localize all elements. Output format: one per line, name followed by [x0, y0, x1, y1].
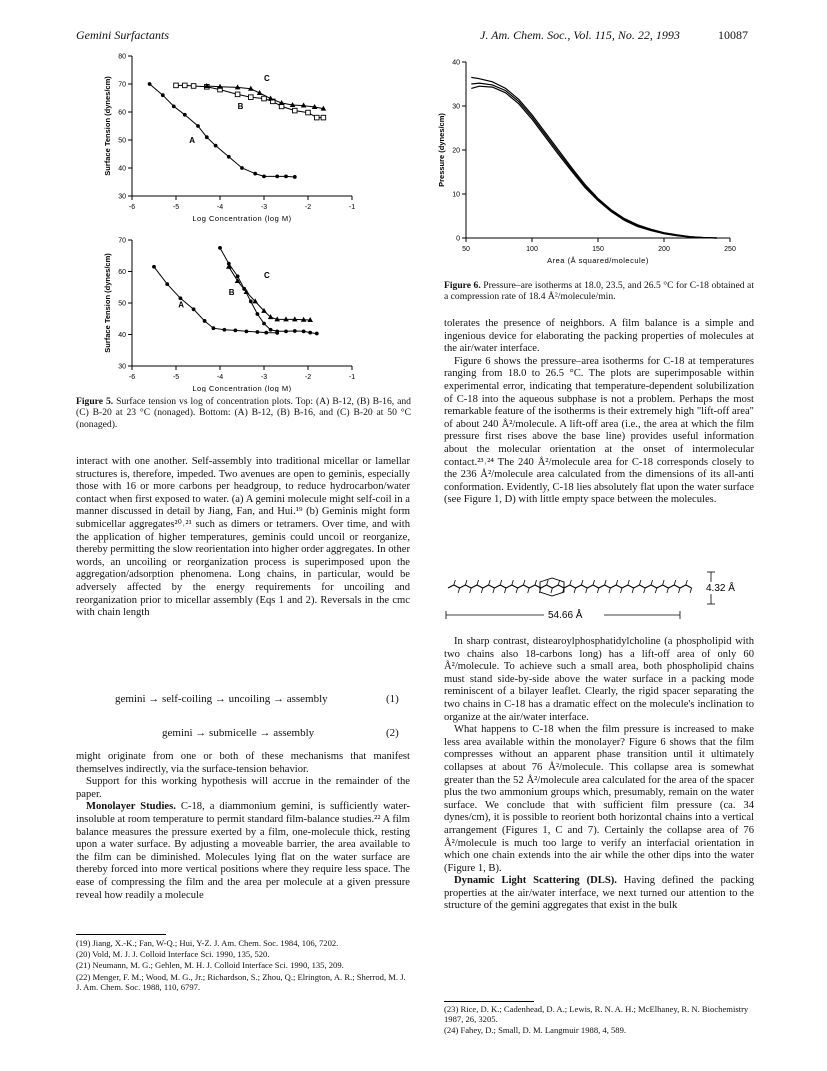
data-point: [262, 96, 267, 101]
molecule-bond: [686, 580, 688, 585]
left-column-body-2: [76, 751, 410, 902]
data-point: [161, 93, 165, 97]
paragraph: interact with one another. Self-assembly into traditional micellar or lamellar structures is, therefore, impeded. Two avenues are open to geminis, especially those with 16 or more carbons per headgroup, to reduce hydrocarbon/water contact when first exposed to water. (a) A gemini molecule might self-coil in a manner discussed in detail by Jiang, Fan, and Hui.¹⁹ (b) Geminis might form submicellar aggregates²⁰˒²¹ such as dimers or tetramers. Over time, and with the application of higher temperatures, geminis could uncoil or reorganize, thereby permitting the slow reorientation into higher order aggregates. In other words, an uncoiling or reorganization process is superimposed upon the aggregation/adsorption phenomena. Long chains, in particular, would be adversely affected by the energy requirements for uncoiling and reorganization prior to micellar assembly (Eqs 1 and 2). Reversals in the cmc with chain length: [76, 456, 410, 619]
y-axis-label: Surface Tension (dynes/cm): [103, 253, 112, 353]
x-tick-label: -4: [216, 374, 224, 381]
series-annotation: B: [237, 102, 244, 112]
data-point: [321, 115, 326, 120]
molecule-bond: [581, 580, 583, 585]
figure-5-caption-text: Surface tension vs log of concentration plots. Top: (A) B-12, (B) B-16, and (C) B-20 at 23 °C (nonaged). Bottom: (A) B-12, (B) B-16, and (C) B-20 at 50 °C (nonaged).: [76, 396, 411, 430]
series-line-A: [150, 84, 295, 177]
data-point: [306, 110, 311, 115]
paragraph: What happens to C-18 when the film pressure is increased to make less area available within the monolayer? Figure 6 shows that the film compresses without an apparent phase transition until it ultimately collapses at about 76 Å²/molecule. This collapse area is somewhat greater than the 52 Å²/molecule area calculated for the area of the spacer plus the two ammonium groups which, presumably, remain on the water surface. We conclude that with sufficient film pressure (ca. 34 dynes/cm), it is possible to reorient both horizontal chains into a vertical arrangement (Figures 1, C and 7). Certainly the collapse area of 76 Å²/molecule is much too large to verify an interfacial orientation in which one chain extends into the air while the other dips into the water (Figure 1, B).: [444, 724, 754, 874]
data-point: [234, 329, 238, 333]
y-tick-label: 70: [118, 81, 126, 89]
y-tick-label: 40: [452, 59, 460, 67]
x-tick-label: 100: [526, 246, 538, 253]
molecule-bond: [609, 588, 611, 593]
data-point: [174, 83, 179, 88]
data-point: [212, 326, 216, 330]
paragraph: might originate from one or both of these mechanisms that manifest themselves indirectly, via the surface-tension behavior.: [76, 751, 410, 775]
figure-5-caption: [76, 396, 411, 430]
data-point: [192, 307, 196, 311]
data-point: [275, 329, 279, 333]
page-number: 10087: [718, 28, 748, 42]
data-point: [293, 175, 297, 179]
paragraph-monolayer: Monolayer Studies. C-18, a diammonium gemini, is sufficiently water-insoluble at room temperature to permit standard film-balance studies.²² A film balance measures the pressure exerted by a film, one-molecule thick, resting upon a water surface. By adjusting a moveable barrier, the area available to the film can be diminished. Molecules lying flat on the water surface are thereby forced into more vertical positions where they require less space. The ease of compressing the film and the area per molecule at a given pressure reveal how readily a molecule: [76, 801, 410, 901]
y-tick-label: 40: [118, 165, 126, 173]
figure-5-bottom-chart: [86, 232, 366, 392]
molecule-bond: [512, 580, 514, 585]
figure-5-caption-label: Figure 5.: [76, 396, 114, 407]
figure-6-caption-label: Figure 6.: [444, 280, 481, 291]
paragraph: tolerates the presence of neighbors. A film balance is a simple and ingenious device for elaborating the packing properties of molecules at the air/water interface.: [444, 318, 754, 355]
series-annotation: C: [264, 270, 270, 280]
molecule-bond: [690, 588, 692, 593]
x-tick-label: 150: [592, 246, 604, 253]
data-point: [249, 95, 254, 100]
y-tick-label: 30: [452, 103, 460, 111]
data-point: [315, 332, 319, 336]
data-point: [205, 135, 209, 139]
y-tick-label: 50: [118, 137, 126, 145]
x-tick-label: -6: [128, 204, 136, 211]
x-axis-label: Log Concentration (log M): [192, 214, 292, 223]
data-point: [179, 296, 183, 300]
molecule-bond: [621, 588, 623, 593]
data-point: [284, 329, 288, 333]
molecule-bond: [574, 588, 576, 593]
y-tick-label: 70: [118, 237, 126, 245]
series-annotation: B: [228, 288, 235, 298]
molecule-bond: [644, 588, 646, 593]
molecule-bond: [628, 580, 630, 585]
molecule-bond: [663, 580, 665, 585]
y-tick-label: 30: [118, 363, 126, 371]
data-point: [203, 319, 207, 323]
data-point: [214, 144, 218, 148]
series-line-A: [154, 267, 277, 333]
molecule-bond: [551, 588, 553, 593]
data-point: [256, 330, 260, 334]
data-point: [240, 166, 244, 170]
data-point: [249, 300, 253, 304]
equation-1: gemini → self-coiling → uncoiling → assembly: [115, 693, 328, 705]
equation-1-number: (1): [386, 693, 399, 705]
x-tick-label: -2: [304, 374, 312, 381]
x-tick-label: 50: [462, 246, 470, 253]
x-tick-label: -1: [348, 374, 356, 381]
data-point: [183, 113, 187, 117]
equation-2-number: (2): [386, 727, 399, 739]
molecule-bond: [465, 580, 467, 585]
x-tick-label: -5: [172, 204, 180, 211]
dimension-length-label: 54.66 Å: [548, 610, 583, 621]
data-point: [191, 84, 196, 89]
y-tick-label: 40: [118, 332, 126, 339]
molecule-bond: [586, 588, 588, 593]
data-point: [284, 175, 288, 179]
equation-2: gemini → submicelle → assembly: [162, 727, 315, 739]
paragraph: Figure 6 shows the pressure–area isotherms for C-18 at temperatures ranging from 18.0 to 26.5 °C. The plots are superimposable within experimental error, indicating that temperature-dependent solubilization of C-18 into the aqueous subphase is not a problem. Perhaps the most remarkable feature of the isotherms is their extremely high "lift-off area" of about 240 Å²/molecule. A lift-off area (i.e., the area at which the film pressure first rises above the base line) provides useful information about the molecular orientation at the onset of intermolecular contact.²³˒²⁴ The 240 Å²/molecule area for C-18 corresponds closely to the 236 Å²/molecule area calculated from the dimensions of its all-anti conformation. Evidently, C-18 lies absolutely flat upon the water surface (see Figure 1, D) with little empty space between the molecules.: [444, 355, 754, 506]
molecule-bond: [605, 580, 607, 585]
molecule-skeleton: [448, 578, 692, 596]
y-tick-label: 60: [118, 109, 126, 117]
molecule-bond: [535, 580, 537, 585]
y-axis-label: Pressure (dynes/cm): [437, 113, 446, 187]
data-point: [196, 124, 200, 128]
molecule-bond: [489, 580, 491, 585]
data-point: [283, 316, 289, 321]
figure-6-chart: [430, 48, 760, 276]
series-annotation: A: [178, 300, 184, 310]
molecule-bond: [597, 588, 599, 593]
y-tick-label: 20: [452, 147, 460, 155]
molecule-bond: [674, 580, 676, 585]
data-point: [218, 246, 222, 250]
x-axis-label: Area (Å squared/molecule): [547, 256, 649, 265]
molecule-bond: [632, 588, 634, 593]
data-point: [165, 282, 169, 286]
data-point: [293, 329, 297, 333]
molecule-backbone: [448, 585, 692, 588]
molecule-bond: [547, 580, 549, 585]
molecule-bond: [523, 580, 525, 585]
footnotes-left: [76, 938, 410, 993]
y-tick-label: 10: [452, 191, 460, 199]
figure-6-caption-text: Pressure–are isotherms at 18.0, 23.5, and 26.5 °C for C-18 obtained at a compression rate of 18.4 Å²/molecule/min.: [444, 280, 754, 303]
figure-6-caption: [444, 280, 754, 303]
x-tick-label: -5: [172, 374, 180, 381]
data-point: [262, 175, 266, 179]
data-point: [235, 92, 240, 97]
y-tick-label: 80: [118, 53, 126, 61]
footnote-divider: [76, 934, 166, 935]
paragraph: Support for this working hypothesis will accrue in the remainder of the paper.: [76, 776, 410, 800]
molecule-bond: [651, 580, 653, 585]
data-point: [262, 322, 266, 326]
molecule-bond: [477, 580, 479, 585]
running-header-right: J. Am. Chem. Soc., Vol. 115, No. 22, 1993: [480, 28, 680, 42]
footnote: (19) Jiang, X.-K.; Fan, W-Q.; Hui, Y-Z. J. Am. Chem. Soc. 1984, 106, 7202.: [76, 938, 339, 948]
data-point: [269, 328, 273, 332]
molecule-bond: [481, 588, 483, 593]
footnote-divider: [444, 1001, 534, 1002]
footnote: (21) Neumann, M. G.; Gehlen, M. H. J. Colloid Interface Sci. 1990, 135, 209.: [76, 960, 344, 971]
footnote: (22) Menger, F. M.; Wood, M. G., Jr.; Richardson, S.; Zhou, Q.; Elrington, A. R.; Sherrod, M. J. J. Am. Chem. Soc. 1988, 110, 6797.: [76, 971, 406, 992]
x-tick-label: -1: [348, 204, 356, 211]
data-point: [292, 316, 298, 321]
molecule-bond: [528, 588, 530, 593]
figure-5-top-chart: [86, 48, 366, 228]
data-point: [245, 329, 249, 333]
data-point: [172, 105, 176, 109]
footnotes-right: [444, 1004, 754, 1037]
x-tick-label: -3: [260, 204, 268, 211]
y-tick-label: 50: [118, 300, 126, 308]
data-point: [152, 265, 156, 269]
x-axis-label: Log Concentration (log M): [192, 384, 292, 392]
data-point: [315, 115, 320, 120]
x-tick-label: -4: [216, 204, 224, 211]
y-tick-label: 30: [118, 193, 126, 201]
molecule-bond: [470, 588, 472, 593]
molecule-bond: [454, 580, 456, 585]
data-point: [308, 331, 312, 335]
data-point: [275, 175, 279, 179]
data-point: [236, 274, 240, 278]
series-line-18.0 °C: [471, 77, 717, 238]
x-tick-label: -3: [260, 374, 268, 381]
right-column-body-2: [444, 636, 754, 913]
paragraph-dls: Dynamic Light Scattering (DLS). Having defined the packing properties at the air/water interface, we next turned our attention to the structure of the gemini aggregates that exist in the bulk: [444, 875, 754, 912]
y-tick-label: 0: [456, 235, 460, 243]
data-point: [223, 328, 227, 332]
footnote: (24) Fahey, D.; Small, D. M. Langmuir 1988, 4, 589.: [444, 1025, 627, 1036]
y-tick-label: 60: [118, 269, 126, 276]
section-heading: Monolayer Studies.: [86, 801, 176, 813]
x-tick-label: 200: [658, 246, 670, 253]
right-column-body: [444, 318, 754, 507]
series-annotation: A: [189, 135, 195, 145]
molecule-bond: [593, 580, 595, 585]
molecule-bond: [639, 580, 641, 585]
data-point: [302, 329, 306, 333]
paragraph: In sharp contrast, distearoylphosphatidylcholine (a phospholipid with two chains also 18-carbons long) has a lift-off area of only 60 Å²/molecule. To achieve such a small area, both phospholipid chains must stand side-by-side above the water surface in a packing mode reminiscent of a bilayer leaflet. Clearly, the rigid spacer separating the two chains in C-18 has a dramatic effect on the molecule's inclination to organize at the air/water interface.: [444, 636, 754, 723]
dimension-height-label: 4.32 Å: [706, 583, 735, 594]
molecule-bond: [516, 588, 518, 593]
section-heading: Dynamic Light Scattering (DLS).: [454, 875, 617, 887]
molecule-bond: [679, 588, 681, 593]
series-line-26.5 °C: [471, 86, 717, 238]
c18-molecule-diagram: [444, 560, 754, 626]
molecule-bond: [616, 580, 618, 585]
data-point: [293, 108, 298, 113]
x-tick-label: 250: [724, 246, 736, 253]
running-header-left: Gemini Surfactants: [76, 28, 169, 42]
y-axis-label: Surface Tension (dynes/cm): [103, 76, 112, 176]
x-tick-label: -2: [304, 204, 312, 211]
left-column-body: [76, 456, 410, 620]
footnote: (23) Rice, D. K.; Cadenhead, D. A.; Lewis, R. N. A. H.; McElhaney, R. N. Biochemistry 1987, 26, 3205.: [444, 1004, 749, 1025]
series-line-23.5 °C: [471, 83, 717, 238]
molecule-bond: [493, 588, 495, 593]
data-point: [256, 312, 260, 316]
data-point: [227, 155, 231, 159]
molecule-bond: [667, 588, 669, 593]
molecule-bond: [505, 588, 507, 593]
data-point: [264, 331, 268, 335]
series-annotation: C: [264, 74, 270, 84]
molecule-bond: [655, 588, 657, 593]
molecule-bond: [458, 588, 460, 593]
molecule-bond: [500, 580, 502, 585]
data-point: [148, 82, 152, 86]
x-tick-label: -6: [128, 374, 136, 381]
data-point: [253, 172, 257, 176]
footnote: (20) Vold, M. J. J. Colloid Interface Sci. 1990, 135, 520.: [76, 949, 270, 960]
data-point: [183, 83, 188, 88]
molecule-bond: [570, 580, 572, 585]
